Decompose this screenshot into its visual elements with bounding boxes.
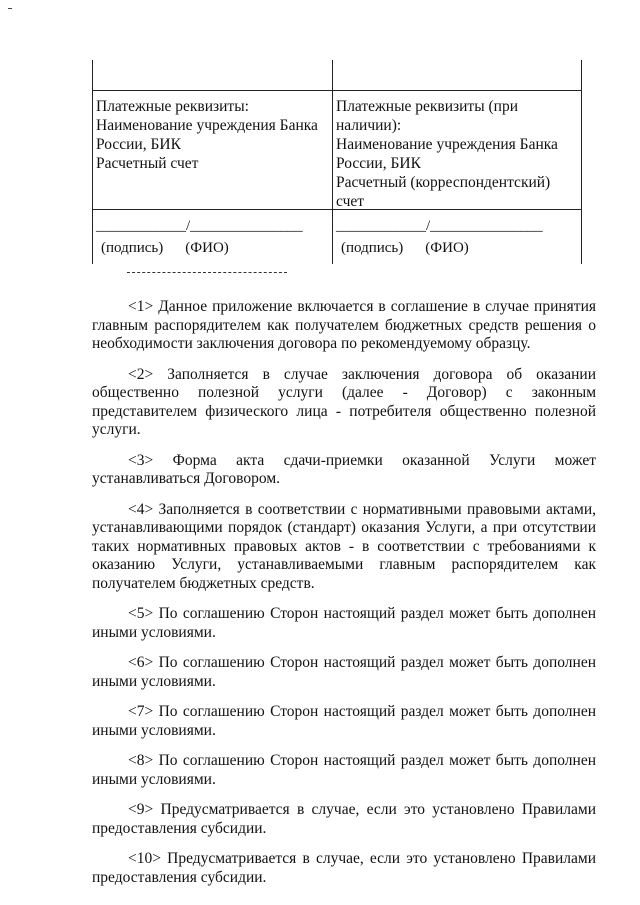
account-label: Расчетный счет bbox=[96, 155, 199, 172]
signature-label: (подпись) bbox=[341, 240, 404, 256]
requisites-table bbox=[92, 60, 582, 264]
footnote-3: <3> Форма акта сдачи-приемки оказанной Услуги может устанавливаться Договором. bbox=[92, 451, 596, 487]
signature-line: ____________/_______________ bbox=[336, 218, 543, 234]
signature-cell-left bbox=[93, 210, 333, 264]
payer-requisites-cell bbox=[333, 91, 581, 209]
signature-cell-right bbox=[333, 210, 581, 264]
bank-name-label: Наименование учреждения Банка России, БИК bbox=[96, 117, 318, 153]
recipient-requisites-cell bbox=[93, 91, 333, 209]
footnote-10: <10> Предусматривается в случае, если это установлено Правилами предоставления субсидии. bbox=[92, 850, 596, 886]
signature-labels bbox=[101, 240, 229, 257]
footnote-2: <2> Заполняется в случае заключения договора об оказании общественно полезной услуги (далее - Договор) с законным представителем физического лица - потребителя общественно полезной услуги. bbox=[92, 365, 596, 438]
table-cell-right-empty bbox=[333, 60, 581, 90]
table-row-empty bbox=[93, 60, 581, 90]
footnote-9: <9> Предусматривается в случае, если это установлено Правилами предоставления субсидии. bbox=[92, 801, 596, 837]
scan-mark bbox=[8, 8, 12, 9]
table-row-signatures bbox=[93, 210, 581, 264]
bank-name-label: Наименование учреждения Банка России, БИК bbox=[336, 136, 558, 172]
footnote-5: <5> По соглашению Сторон настоящий раздел может быть дополнен иными условиями. bbox=[92, 605, 596, 641]
footnotes bbox=[92, 298, 596, 899]
full-name-label: (ФИО) bbox=[425, 240, 469, 256]
footnote-4: <4> Заполняется в соответствии с нормативными правовыми актами, устанавливающими порядок (стандарт) оказания Услуги, а при отсутствии таких нормативных правовых актов - в соответствии с требованиями к оказанию Услуги, устанавливаемыми главным распорядителем как получателем бюджетных средств. bbox=[92, 500, 596, 592]
signature-line: ____________/_______________ bbox=[96, 218, 303, 234]
requisites-title: Платежные реквизиты: bbox=[96, 98, 249, 115]
footnote-8: <8> По соглашению Сторон настоящий раздел может быть дополнен иными условиями. bbox=[92, 752, 596, 788]
signature-label: (подпись) bbox=[101, 240, 164, 256]
footnote-6: <6> По соглашению Сторон настоящий раздел может быть дополнен иными условиями. bbox=[92, 654, 596, 690]
table-row-requisites bbox=[93, 90, 581, 210]
footnote-1: <1> Данное приложение включается в соглашение в случае принятия главным распорядителем как получателем бюджетных средств решения о необходимости заключения договора по рекомендуемому образцу. bbox=[92, 298, 596, 352]
signature-labels bbox=[341, 240, 469, 257]
footnote-separator bbox=[127, 272, 287, 273]
table-cell-left-empty bbox=[93, 60, 333, 90]
footnote-7: <7> По соглашению Сторон настоящий раздел может быть дополнен иными условиями. bbox=[92, 703, 596, 739]
requisites-title: Платежные реквизиты (при наличии): bbox=[336, 98, 518, 134]
full-name-label: (ФИО) bbox=[185, 240, 229, 256]
account-label: Расчетный (корреспондентский) счет bbox=[336, 174, 551, 210]
